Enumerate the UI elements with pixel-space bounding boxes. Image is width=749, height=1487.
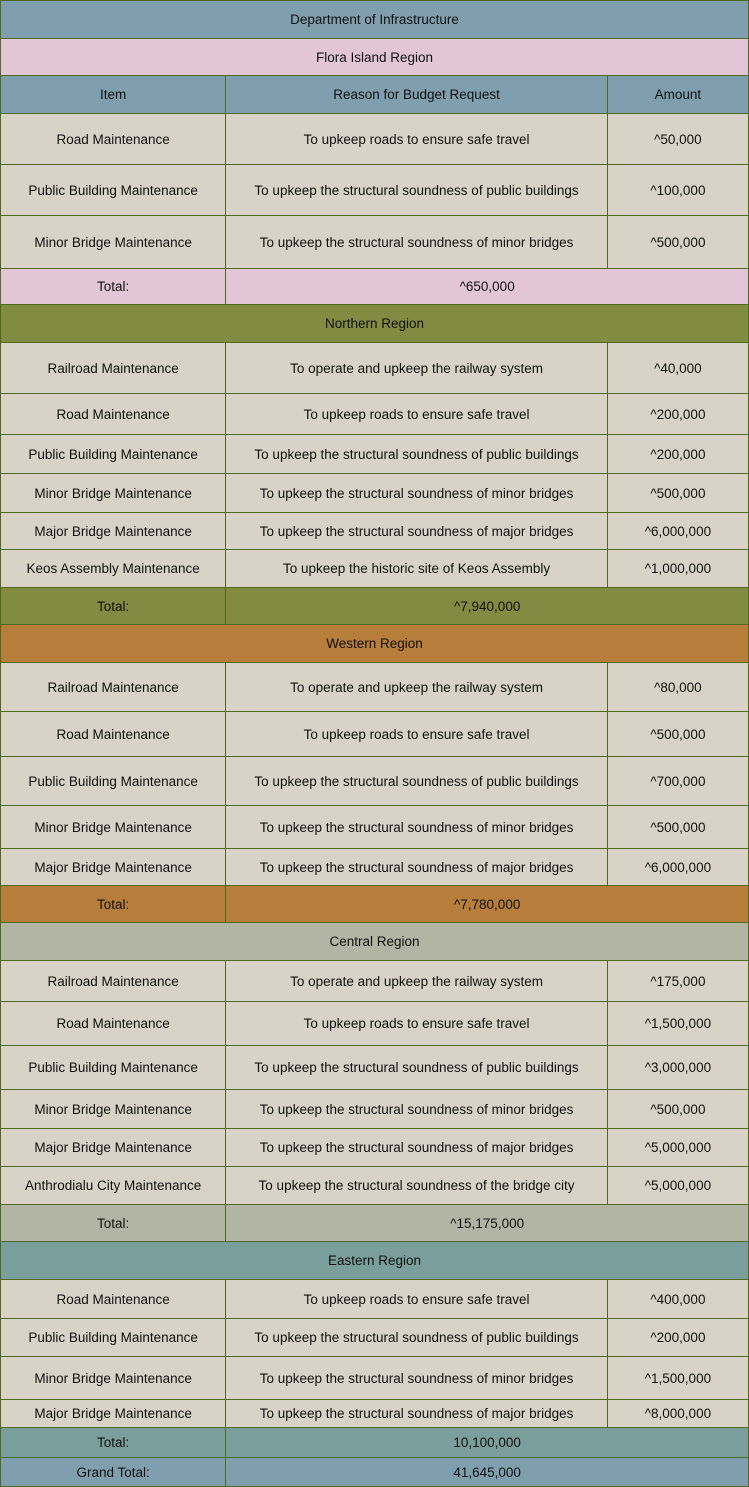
item-cell: Minor Bridge Maintenance — [1, 806, 226, 849]
amount-cell: ^700,000 — [607, 757, 748, 806]
amount-cell: ^8,000,000 — [607, 1400, 748, 1428]
item-cell: Keos Assembly Maintenance — [1, 550, 226, 588]
table-row — [1, 806, 749, 849]
grand-total-label: Grand Total: — [1, 1458, 226, 1487]
amount-cell: ^200,000 — [607, 394, 748, 435]
amount-cell: ^1,500,000 — [607, 1357, 748, 1400]
reason-cell: To upkeep the structural soundness of minor bridges — [226, 806, 608, 849]
reason-cell: To upkeep the structural soundness of public buildings — [226, 1046, 608, 1090]
reason-cell: To upkeep the structural soundness of major bridges — [226, 1400, 608, 1428]
amount-cell: ^50,000 — [607, 114, 748, 165]
item-cell: Anthrodialu City Maintenance — [1, 1167, 226, 1205]
reason-cell: To operate and upkeep the railway system — [226, 663, 608, 712]
reason-cell: To upkeep roads to ensure safe travel — [226, 712, 608, 757]
region-header-row — [1, 305, 749, 343]
total-value: ^7,940,000 — [226, 588, 749, 625]
region-name: Northern Region — [1, 305, 749, 343]
amount-cell: ^500,000 — [607, 216, 748, 269]
grand-total-row — [1, 1458, 749, 1487]
item-cell: Road Maintenance — [1, 114, 226, 165]
table-row — [1, 757, 749, 806]
table-row — [1, 1129, 749, 1167]
table-row — [1, 1400, 749, 1428]
total-value: 10,100,000 — [226, 1428, 749, 1458]
title-row — [1, 1, 749, 39]
region-name: Central Region — [1, 923, 749, 961]
amount-cell: ^40,000 — [607, 343, 748, 394]
item-cell: Minor Bridge Maintenance — [1, 1090, 226, 1129]
table-title: Department of Infrastructure — [1, 1, 749, 39]
item-cell: Road Maintenance — [1, 394, 226, 435]
item-cell: Minor Bridge Maintenance — [1, 474, 226, 513]
reason-cell: To upkeep the structural soundness of major bridges — [226, 513, 608, 550]
item-cell: Road Maintenance — [1, 1002, 226, 1046]
item-cell: Road Maintenance — [1, 1280, 226, 1319]
total-value: ^650,000 — [226, 269, 749, 305]
item-cell: Major Bridge Maintenance — [1, 513, 226, 550]
item-cell: Major Bridge Maintenance — [1, 849, 226, 886]
region-name: Flora Island Region — [1, 39, 749, 76]
item-cell: Public Building Maintenance — [1, 1046, 226, 1090]
region-total-row — [1, 269, 749, 305]
column-header-item: Item — [1, 76, 226, 114]
reason-cell: To upkeep roads to ensure safe travel — [226, 114, 608, 165]
item-cell: Public Building Maintenance — [1, 757, 226, 806]
amount-cell: ^80,000 — [607, 663, 748, 712]
amount-cell: ^3,000,000 — [607, 1046, 748, 1090]
total-label: Total: — [1, 1205, 226, 1242]
region-header-row — [1, 39, 749, 76]
item-cell: Public Building Maintenance — [1, 1319, 226, 1357]
amount-cell: ^400,000 — [607, 1280, 748, 1319]
region-total-row — [1, 588, 749, 625]
amount-cell: ^100,000 — [607, 165, 748, 216]
reason-cell: To upkeep the structural soundness of public buildings — [226, 757, 608, 806]
reason-cell: To upkeep the structural soundness of major bridges — [226, 849, 608, 886]
table-row — [1, 1280, 749, 1319]
reason-cell: To upkeep roads to ensure safe travel — [226, 394, 608, 435]
region-header-row — [1, 923, 749, 961]
reason-cell: To upkeep the structural soundness of public buildings — [226, 435, 608, 474]
amount-cell: ^200,000 — [607, 1319, 748, 1357]
table-row — [1, 550, 749, 588]
item-cell: Major Bridge Maintenance — [1, 1129, 226, 1167]
total-label: Total: — [1, 886, 226, 923]
table-row — [1, 394, 749, 435]
total-value: ^15,175,000 — [226, 1205, 749, 1242]
reason-cell: To upkeep the structural soundness of minor bridges — [226, 474, 608, 513]
reason-cell: To upkeep the structural soundness of the bridge city — [226, 1167, 608, 1205]
item-cell: Railroad Maintenance — [1, 663, 226, 712]
amount-cell: ^5,000,000 — [607, 1167, 748, 1205]
item-cell: Major Bridge Maintenance — [1, 1400, 226, 1428]
reason-cell: To upkeep the structural soundness of minor bridges — [226, 216, 608, 269]
region-header-row — [1, 1242, 749, 1280]
table-row — [1, 712, 749, 757]
total-label: Total: — [1, 269, 226, 305]
reason-cell: To upkeep the structural soundness of minor bridges — [226, 1357, 608, 1400]
reason-cell: To upkeep the historic site of Keos Assembly — [226, 550, 608, 588]
column-header-row — [1, 76, 749, 114]
reason-cell: To upkeep roads to ensure safe travel — [226, 1002, 608, 1046]
table-row — [1, 663, 749, 712]
amount-cell: ^6,000,000 — [607, 513, 748, 550]
region-name: Western Region — [1, 625, 749, 663]
table-row — [1, 1319, 749, 1357]
reason-cell: To upkeep the structural soundness of major bridges — [226, 1129, 608, 1167]
amount-cell: ^175,000 — [607, 961, 748, 1002]
reason-cell: To upkeep the structural soundness of public buildings — [226, 1319, 608, 1357]
amount-cell: ^500,000 — [607, 474, 748, 513]
total-label: Total: — [1, 588, 226, 625]
amount-cell: ^500,000 — [607, 806, 748, 849]
table-row — [1, 216, 749, 269]
region-header-row — [1, 625, 749, 663]
item-cell: Minor Bridge Maintenance — [1, 216, 226, 269]
region-total-row — [1, 1205, 749, 1242]
table-row — [1, 114, 749, 165]
amount-cell: ^5,000,000 — [607, 1129, 748, 1167]
table-row — [1, 435, 749, 474]
amount-cell: ^1,000,000 — [607, 550, 748, 588]
total-label: Total: — [1, 1428, 226, 1458]
table-row — [1, 1167, 749, 1205]
table-row — [1, 343, 749, 394]
column-header-amount: Amount — [607, 76, 748, 114]
reason-cell: To operate and upkeep the railway system — [226, 343, 608, 394]
table-row — [1, 1090, 749, 1129]
grand-total-value: 41,645,000 — [226, 1458, 749, 1487]
region-name: Eastern Region — [1, 1242, 749, 1280]
item-cell: Railroad Maintenance — [1, 343, 226, 394]
table-row — [1, 1002, 749, 1046]
item-cell: Road Maintenance — [1, 712, 226, 757]
table-row — [1, 1046, 749, 1090]
item-cell: Railroad Maintenance — [1, 961, 226, 1002]
total-value: ^7,780,000 — [226, 886, 749, 923]
item-cell: Minor Bridge Maintenance — [1, 1357, 226, 1400]
amount-cell: ^500,000 — [607, 1090, 748, 1129]
table-row — [1, 513, 749, 550]
table-row — [1, 474, 749, 513]
reason-cell: To upkeep roads to ensure safe travel — [226, 1280, 608, 1319]
amount-cell: ^500,000 — [607, 712, 748, 757]
reason-cell: To upkeep the structural soundness of minor bridges — [226, 1090, 608, 1129]
item-cell: Public Building Maintenance — [1, 435, 226, 474]
region-total-row — [1, 1428, 749, 1458]
reason-cell: To operate and upkeep the railway system — [226, 961, 608, 1002]
amount-cell: ^200,000 — [607, 435, 748, 474]
table-row — [1, 165, 749, 216]
amount-cell: ^6,000,000 — [607, 849, 748, 886]
table-row — [1, 849, 749, 886]
reason-cell: To upkeep the structural soundness of public buildings — [226, 165, 608, 216]
region-total-row — [1, 886, 749, 923]
amount-cell: ^1,500,000 — [607, 1002, 748, 1046]
column-header-reason: Reason for Budget Request — [226, 76, 608, 114]
table-row — [1, 961, 749, 1002]
table-row — [1, 1357, 749, 1400]
item-cell: Public Building Maintenance — [1, 165, 226, 216]
